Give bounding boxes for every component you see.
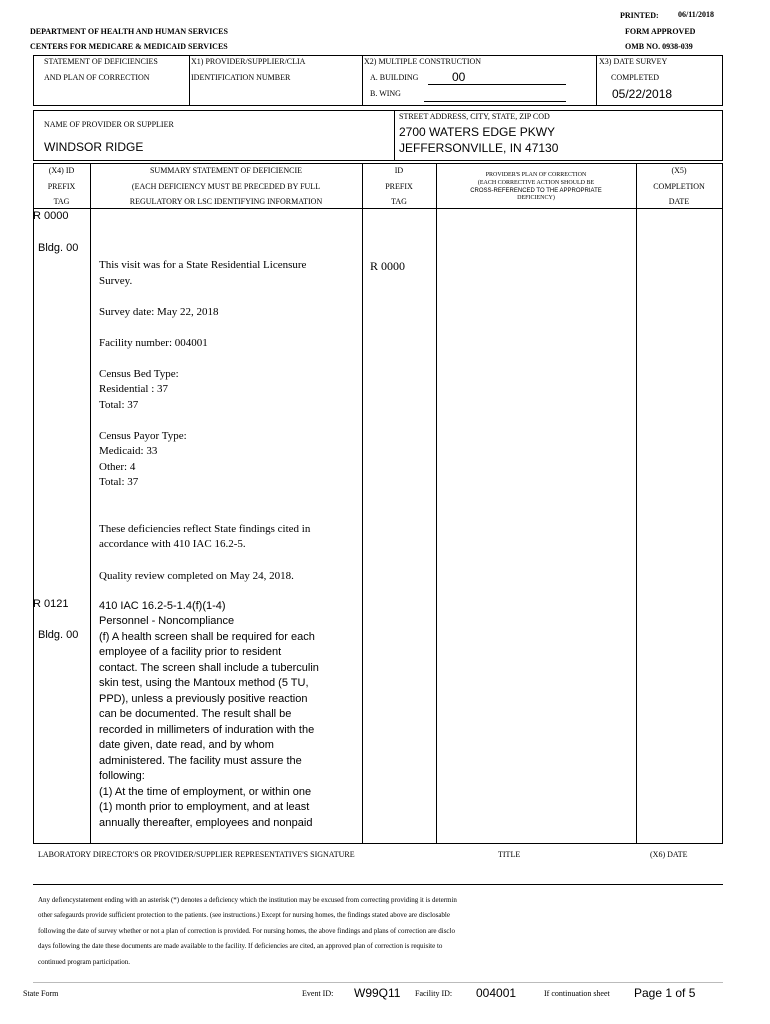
facility-id-label: Facility ID:	[415, 989, 453, 998]
para-survey-date: Survey date: May 22, 2018	[99, 306, 219, 318]
completed-label: COMPLETED	[611, 73, 659, 82]
plan-label-2: (EACH CORRECTIVE ACTION SHOULD BE	[477, 180, 595, 186]
statement-label-2: AND PLAN OF CORRECTION	[44, 73, 150, 82]
box-left-border	[33, 55, 34, 105]
provider-id-label-1: X1) PROVIDER/SUPPLIER/CLIA	[191, 57, 306, 66]
reg-line-10: date given, date read, and by whom	[99, 739, 274, 751]
entry-bldg-1: Bldg. 00	[38, 242, 79, 254]
department-title: DEPARTMENT OF HEALTH AND HUMAN SERVICES	[30, 27, 228, 36]
para-total-2: Total: 37	[99, 476, 139, 488]
para-facility-number: Facility number: 004001	[99, 337, 208, 349]
col-divider-4	[636, 163, 637, 843]
date-survey-value: 05/22/2018	[612, 87, 673, 101]
x5-label-2: COMPLETION	[653, 182, 705, 191]
building-label: A. BUILDING	[370, 73, 419, 82]
printed-date: 06/11/2018	[678, 10, 715, 19]
para-census-payor: Census Payor Type:	[99, 430, 187, 442]
entry-bldg-2: Bldg. 00	[38, 629, 79, 641]
signature-bottom-border	[33, 884, 723, 885]
para-findings-1: These deficiencies reflect State findings cited in	[99, 523, 311, 535]
disclaimer-line-1: Any defiencystatement ending with an asterisk (*) denotes a deficiency which the institution may be excused from correcting providing it is determin	[38, 896, 457, 904]
para-quality-review: Quality review completed on May 24, 2018.	[99, 570, 294, 582]
provider-name-label: NAME OF PROVIDER OR SUPPLIER	[44, 120, 174, 129]
x5-label-3: DATE	[668, 197, 690, 206]
divider-x2	[362, 55, 363, 105]
statement-label-1: STATEMENT OF DEFICIENCIES	[44, 57, 158, 66]
street-address-line1: 2700 WATERS EDGE PKWY	[399, 125, 556, 139]
state-form-label: State Form	[23, 989, 59, 998]
multiple-construction-label: X2) MULTIPLE CONSTRUCTION	[364, 57, 482, 66]
reg-line-9: recorded in millimeters of induration with the	[99, 724, 315, 736]
x5-label-1: (X5)	[671, 166, 687, 175]
entry-id-1: R 0000	[370, 259, 406, 273]
para-medicaid: Medicaid: 33	[99, 445, 158, 457]
name-box-divider	[394, 110, 395, 160]
table-left-border	[33, 163, 34, 843]
printed-label: PRINTED:	[620, 11, 659, 20]
para-findings-2: accordance with 410 IAC 16.2-5.	[99, 538, 246, 550]
disclaimer-line-2: other safegaurds provide sufficient protection to the patients. (see instructions.) Except for nursing homes, the findings stated above are disclosable	[38, 911, 450, 919]
street-address-line2: JEFFERSONVILLE, IN 47130	[399, 141, 559, 155]
box-mid-border	[33, 105, 723, 106]
col-divider-1	[90, 163, 91, 843]
building-underline	[428, 84, 566, 85]
reg-line-1: 410 IAC 16.2-5-1.4(f)(1-4)	[99, 600, 226, 612]
street-address-label: STREET ADDRESS, CITY, STATE, ZIP COD	[399, 112, 550, 121]
wing-label: B. WING	[370, 89, 401, 98]
para-census-bed: Census Bed Type:	[99, 368, 179, 380]
provider-name-value: WINDSOR RIDGE	[44, 140, 144, 154]
table-bottom-border	[33, 843, 723, 844]
disclaimer-line-3: following the date of survey whether or not a plan of correction is provided. For nursing homes, the above findings and plans of correction are disclo	[38, 927, 455, 935]
summary-label-3: REGULATORY OR LSC IDENTIFYING INFORMATION	[129, 197, 323, 206]
reg-line-15: annually thereafter, employees and nonpaid	[99, 817, 313, 829]
reg-line-8: can be documented. The result shall be	[99, 708, 292, 720]
entry-tag-1: R 0000	[33, 210, 69, 222]
para-other: Other: 4	[99, 461, 136, 473]
signature-date-label: (X6) DATE	[650, 850, 688, 859]
plan-label-4: DEFICIENCY)	[517, 195, 555, 201]
centers-title: CENTERS FOR MEDICARE & MEDICAID SERVICES	[30, 42, 228, 51]
reg-line-3: (f) A health screen shall be required for each	[99, 631, 315, 643]
wing-underline	[424, 101, 566, 102]
id-label-1: ID	[394, 166, 404, 175]
reg-line-4: employee of a facility prior to resident	[99, 646, 282, 658]
para-visit-2: Survey.	[99, 275, 133, 287]
date-survey-label: X3) DATE SURVEY	[599, 57, 668, 66]
name-box-right	[722, 110, 723, 160]
reg-line-2: Personnel - Noncompliance	[99, 615, 235, 627]
divider-x1	[189, 55, 190, 105]
building-value: 00	[452, 70, 466, 84]
reg-line-11: administered. The facility must assure the	[99, 755, 302, 767]
table-top-border	[33, 163, 723, 164]
provider-id-label-2: IDENTIFICATION NUMBER	[191, 73, 291, 82]
name-box-bottom	[33, 160, 723, 161]
col-divider-3	[436, 163, 437, 843]
reg-line-13: (1) At the time of employment, or within one	[99, 786, 312, 798]
reg-line-6: skin test, using the Mantoux method (5 TU,	[99, 677, 309, 689]
para-total-1: Total: 37	[99, 399, 139, 411]
summary-label-2: (EACH DEFICIENCY MUST BE PRECEDED BY FULL	[131, 182, 321, 191]
page-number: Page 1 of 5	[634, 986, 696, 1000]
x4-label-1: (X4) ID	[48, 166, 75, 175]
signature-title-label: TITLE	[498, 850, 521, 859]
id-label-3: TAG	[391, 197, 407, 206]
director-signature-label: LABORATORY DIRECTOR'S OR PROVIDER/SUPPLIER REPRESENTATIVE'S SIGNATURE	[38, 850, 355, 859]
disclaimer-line-4: days following the date these documents are made available to the facility. If deficiencies are cited, an approved plan of correction is requisite to	[38, 942, 443, 950]
plan-label-1: PROVIDER'S PLAN OF CORRECTION	[485, 172, 587, 178]
para-residential: Residential : 37	[99, 383, 169, 395]
reg-line-14: (1) month prior to employment, and at least	[99, 801, 310, 813]
name-box-left	[33, 110, 34, 160]
id-label-2: PREFIX	[385, 182, 413, 191]
form-approved: FORM APPROVED	[625, 27, 696, 36]
event-id-value: W99Q11	[354, 986, 401, 1000]
box-right-border	[722, 55, 723, 105]
x4-label-2: PREFIX	[47, 182, 76, 191]
entry-tag-2: R 0121	[33, 598, 69, 610]
header-bottom-border	[33, 208, 723, 209]
footer-rule	[33, 982, 723, 983]
summary-label-1: SUMMARY STATEMENT OF DEFICIENCIE	[149, 166, 303, 175]
box-top-border	[33, 55, 723, 56]
name-box-top	[33, 110, 723, 111]
reg-line-7: PPD), unless a previously positive reaction	[99, 693, 308, 705]
facility-id-value: 004001	[476, 986, 517, 1000]
continuation-label: If continuation sheet	[544, 989, 610, 998]
reg-line-5: contact. The screen shall include a tuberculin	[99, 662, 319, 674]
table-right-border	[722, 163, 723, 843]
plan-label-3: CROSS-REFERENCED TO THE APPROPRIATE	[470, 188, 602, 194]
para-visit-1: This visit was for a State Residential Licensure	[99, 259, 307, 271]
reg-line-12: following:	[99, 770, 145, 782]
omb-number: OMB NO. 0938-039	[625, 42, 693, 51]
disclaimer-line-5: continued program participation.	[38, 958, 130, 966]
x4-label-3: TAG	[53, 197, 70, 206]
event-id-label: Event ID:	[302, 989, 334, 998]
divider-x3	[596, 55, 597, 105]
col-divider-2	[362, 163, 363, 843]
